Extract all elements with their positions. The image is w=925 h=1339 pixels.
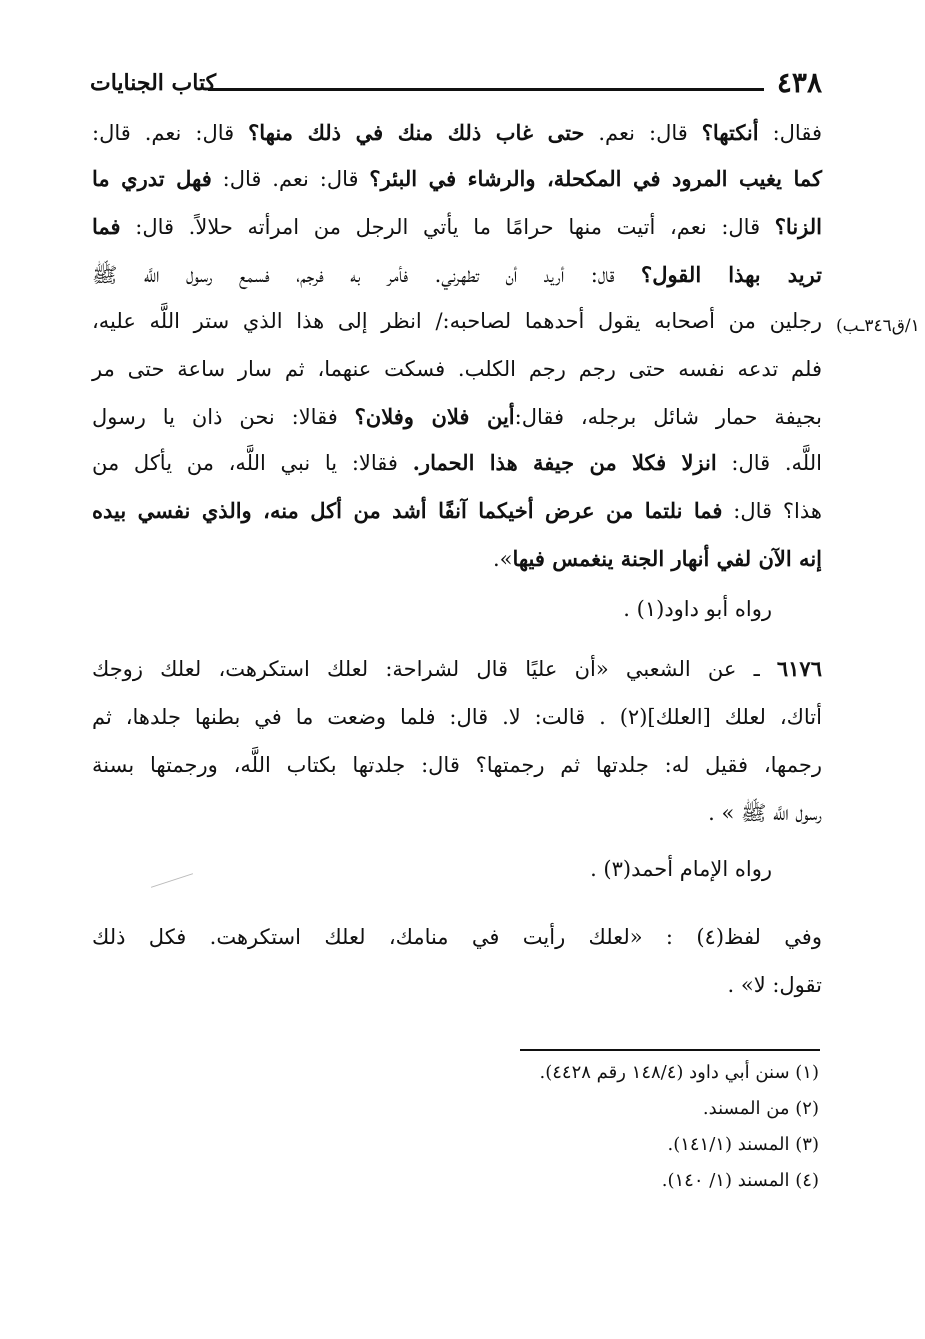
text-line-2 — [92, 156, 822, 202]
footnote-3: (٣) المسند (١٤١/١). — [667, 1134, 819, 1155]
bold-text-run: حتى غاب ذلك منك في ذلك منها؟ — [248, 120, 585, 145]
text-line-8 — [92, 440, 822, 486]
text-run: قال: نعم. قال: — [211, 167, 370, 191]
text-run: رجمها، فقيل له: جلدتها ثم رجمتها؟ قال: جلدتها بكتاب اللَّه، ورجمتها بسنة — [92, 753, 822, 777]
footnote-1: (١) سنن أبي داود (١٤٨/٤ رقم ٤٤٢٨). — [539, 1062, 819, 1083]
text-run: فلم تدعه نفسه حتى رجم رجم الكلب. فسكت عنهما، ثم سار ساعة حتى مر — [92, 357, 822, 381]
bold-text-run: ٦١٧٦ — [776, 656, 822, 681]
citation-ahmad — [590, 846, 772, 892]
book-title: كتاب الجنايات — [90, 70, 217, 96]
scan-mark — [151, 873, 193, 888]
hadith-6176-line-2 — [92, 694, 822, 740]
text-run: قال: نعم. قال: — [92, 121, 249, 145]
bold-text-run: فهل تدري ما — [92, 166, 212, 191]
bold-text-run: كما يغيب المرود في المكحلة، والرشاء في البئر؟ — [369, 166, 822, 191]
text-line-5 — [92, 298, 822, 344]
text-run: قال: نعم. — [584, 121, 702, 145]
text-line-7 — [92, 394, 822, 440]
text-run: رواه الإمام أحمد(٣) . — [590, 857, 772, 881]
text-run: فقالا: يا نبي اللَّه، من يأكل من — [92, 451, 413, 475]
text-run: قال: نعم، أتيت منها حرامًا ما يأتي الرجل من امرأته حلالاً. قال: — [120, 215, 775, 239]
bold-text-run: فما — [92, 214, 121, 239]
text-line-9 — [92, 488, 822, 534]
bold-text-run: أين فلان وفلان؟ — [354, 404, 515, 429]
footnote-2: (٢) من المسند. — [702, 1098, 819, 1119]
hadith-6176-line-4 — [92, 790, 822, 836]
text-line-6 — [92, 346, 822, 392]
footnote-4: (٤) المسند (١/ ١٤٠). — [661, 1170, 819, 1191]
text-run: رواه أبو داود(١) . — [623, 597, 772, 621]
page-header — [90, 66, 822, 106]
text-run: ». — [492, 547, 513, 571]
page-number: ٤٣٨ — [776, 66, 822, 99]
text-run: رجلين من أصحابه يقول أحدهما لصاحبه:/ انظر إلى هذا الذي ستر اللَّه عليه، — [92, 309, 822, 333]
bold-text-run: تريد بهذا القول؟ — [641, 262, 822, 287]
bold-text-run: انزلا فكلا من جيفة هذا الحمار. — [412, 450, 717, 475]
text-line-3 — [92, 204, 822, 250]
text-run: رسول اللَّه ﷺ » . — [708, 801, 822, 825]
manuscript-margin-note: ١/ق٣٤٦ـب) — [836, 316, 920, 336]
bold-text-run: أنكتها؟ — [701, 120, 759, 145]
text-run: هذا؟ قال: — [722, 499, 822, 523]
bold-text-run: إنه الآن لفي أنهار الجنة ينغمس فيها — [512, 546, 822, 571]
hadith-6176-line-1 — [92, 646, 822, 692]
text-run: بجيفة حمار شائل برجله، فقال: — [514, 405, 822, 429]
hadith-6176-line-3 — [92, 742, 822, 788]
text-run: قال: أريد أن تطهرني. فأمر به فرجم، فسمع رسول اللَّه ﷺ — [92, 263, 642, 287]
text-run: ـ عن الشعبي «أن عليًا قال لشراحة: لعلك استكرهت، لعلك زوجك — [92, 657, 777, 681]
variant-line-2 — [92, 962, 822, 1008]
citation-abu-dawud — [623, 586, 772, 632]
text-run: فقالا: نحن ذان يا رسول — [92, 405, 355, 429]
text-run: اللَّه. قال: — [716, 451, 822, 475]
variant-line-1 — [92, 914, 822, 960]
text-line-1 — [92, 110, 822, 156]
text-line-4 — [92, 252, 822, 298]
text-run: فقال: — [758, 121, 822, 145]
text-line-10 — [92, 536, 822, 582]
text-run: تقول: لا» . — [727, 973, 822, 997]
text-run: أتاك، لعلك [العلك](٢) . قالت: لا. قال: فلما وضعت ما في بطنها جلدها، ثم — [92, 705, 822, 729]
bold-text-run: الزنا؟ — [774, 214, 822, 239]
text-run: وفي لفظ(٤) : «لعلك رأيت في منامك، لعلك استكرهت. فكل ذلك — [92, 925, 822, 949]
footnote-rule — [520, 1049, 820, 1051]
bold-text-run: فما نلتما من عرض أخيكما آنفًا أشد من أكل منه، والذي نفسي بيده — [92, 498, 723, 523]
header-rule — [208, 88, 764, 91]
